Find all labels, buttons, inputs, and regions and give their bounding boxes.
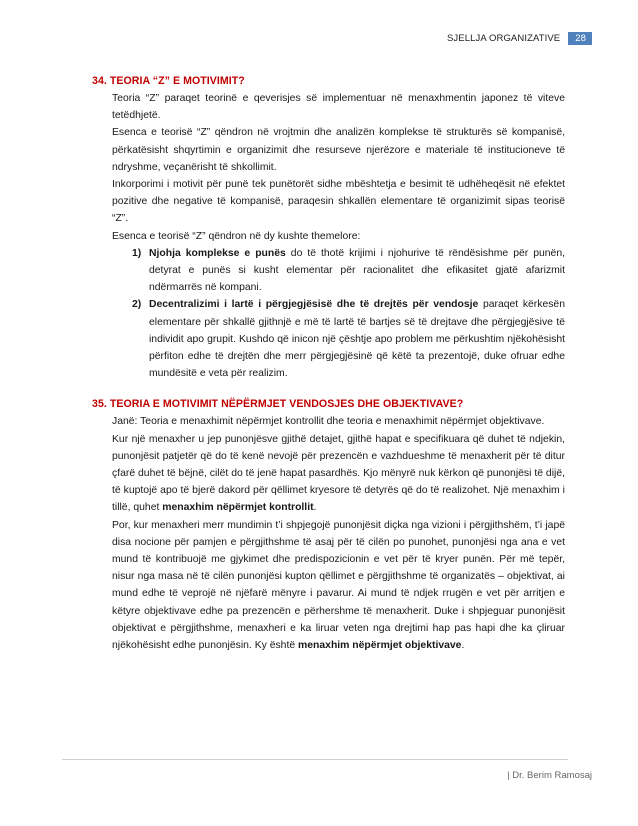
text-run: . bbox=[313, 502, 317, 514]
paragraph: Janë: Teoria e menaxhimit nëpërmjet kontrollit dhe teoria e menaxhimit nëpërmjet objektivave. bbox=[112, 416, 545, 428]
list-number: 1) bbox=[132, 247, 142, 259]
footer-author: | Dr. Berim Ramosaj bbox=[507, 770, 592, 781]
list-item-text: do të thotë krijimi i njohurive të rëndësishme për punën, detyrat e punës si kusht elementar për racionalitet dhe efikasitet gjatë afarizmit ndërmarrës në kompani. bbox=[149, 247, 565, 294]
paragraph: Esenca e teorisë “Z” qëndron në dy kushte themelore: bbox=[112, 230, 361, 242]
bold-term: menaxhim nëpërmjet objektivave bbox=[298, 640, 462, 652]
footer-divider bbox=[62, 759, 568, 760]
bold-term: menaxhim nëpërmjet kontrollit bbox=[162, 502, 314, 514]
text-run: Kur një menaxher u jep punonjësve gjithë detajet, gjithë hapat e specifikuara që duhet të ndjekin, punonjësit patjetër që do të kenë nevojë për prezencën e vazhdueshme të menaxherit për të ditur çfarë duhet të bëjnë, cilët do të jenë hapat pasardhës. Kjo mënyrë nuk kërkon që punonjësi të dijë, të kuptojë apo të bjerë dakord për qëllimet kryesore të detyrës që do të realizohet. Një menaxhim i tillë, quhet bbox=[112, 433, 565, 514]
list-item-term: Njohja komplekse e punës bbox=[149, 247, 286, 259]
section-34-heading: 34. TEORIA “Z” E MOTIVIMIT? bbox=[92, 75, 245, 87]
paragraph bbox=[112, 517, 565, 655]
header-title: SJELLJA ORGANIZATIVE bbox=[447, 32, 561, 44]
running-header bbox=[447, 31, 592, 45]
section-35-heading: 35. TEORIA E MOTIVIMIT NËPËRMJET VENDOSJES DHE OBJEKTIVAVE? bbox=[92, 398, 464, 411]
list-item-term: Decentralizimi i lartë i përgjegjësisë dhe të drejtës për vendosje bbox=[149, 299, 479, 311]
page-number-badge: 28 bbox=[568, 32, 592, 45]
text-run: Por, kur menaxheri merr mundimin t’i shpjegojë punonjësit diçka nga vizioni i përgjithshëm, t’i japë disa nocione për pamjen e përgjithshme të asaj për të cilën po punohet, punonjësi nga ana e vet mund të kontribuojë me gjykimet dhe predispozicionin e vet për të kryer punën. Për më tepër, nisur nga masa në të cilën punonjësi kupton qëllimet e përgjithshme të organizatës – objektivat, ai mund edhe të veprojë në njëfarë mënyre i pavarur. Ai mund të ndjek rrugën e vet për arritjen e këtyre objektivave edhe pa prezencën e përhershme të menaxherit. Duke i shpjeguar punonjësit objektivat e përgjithshme, menaxheri e ka liruar veten nga drejtimi hap pas hapi dhe ka çliruar njëkohësisht edhe punonjësin. Ky është bbox=[112, 519, 565, 652]
numbered-list bbox=[112, 245, 565, 383]
section-34-body bbox=[112, 90, 565, 382]
list-item-text: paraqet kërkesën elementare për shkallë gjithnjë e më të lartë të bartjes së të drejtave dhe përgjegjësive të individit apo grupit. Kushdo që inicon një çështje apo problem me përkushtim njëkohësisht përfiton edhe të drejtën dhe merr përgjegjësinë që këtë ta prezentojë, duke ofruar edhe mundësitë e veta për realizim. bbox=[149, 299, 565, 380]
paragraph: Teoria “Z” paraqet teorinë e qeverisjes së implementuar në menaxhmentin japonez të viteve tetëdhjetë. bbox=[112, 93, 565, 122]
list-number: 2) bbox=[132, 299, 142, 311]
paragraph bbox=[112, 431, 565, 517]
paragraph: Esenca e teorisë “Z” qëndron në vrojtmin dhe analizën komplekse të strukturës së kompanisë, përkatësisht shqyrtimin e organizimit dhe resurseve njerëzore e materiale të institucioneve të ndryshme, veçanërisht të shkollimit. bbox=[112, 127, 565, 173]
section-35-body bbox=[112, 413, 565, 654]
list-item bbox=[112, 296, 565, 382]
list-item bbox=[112, 245, 565, 297]
page-content bbox=[92, 75, 565, 654]
paragraph: Inkorporimi i motivit për punë tek punëtorët sidhe mbështetja e besimit të udhëheqësit në efektet pozitive dhe negative të kompanisë, paraqesin shkallën elementare të organizimit sipas teorisë “Z”. bbox=[112, 179, 565, 225]
text-run: . bbox=[461, 640, 465, 652]
